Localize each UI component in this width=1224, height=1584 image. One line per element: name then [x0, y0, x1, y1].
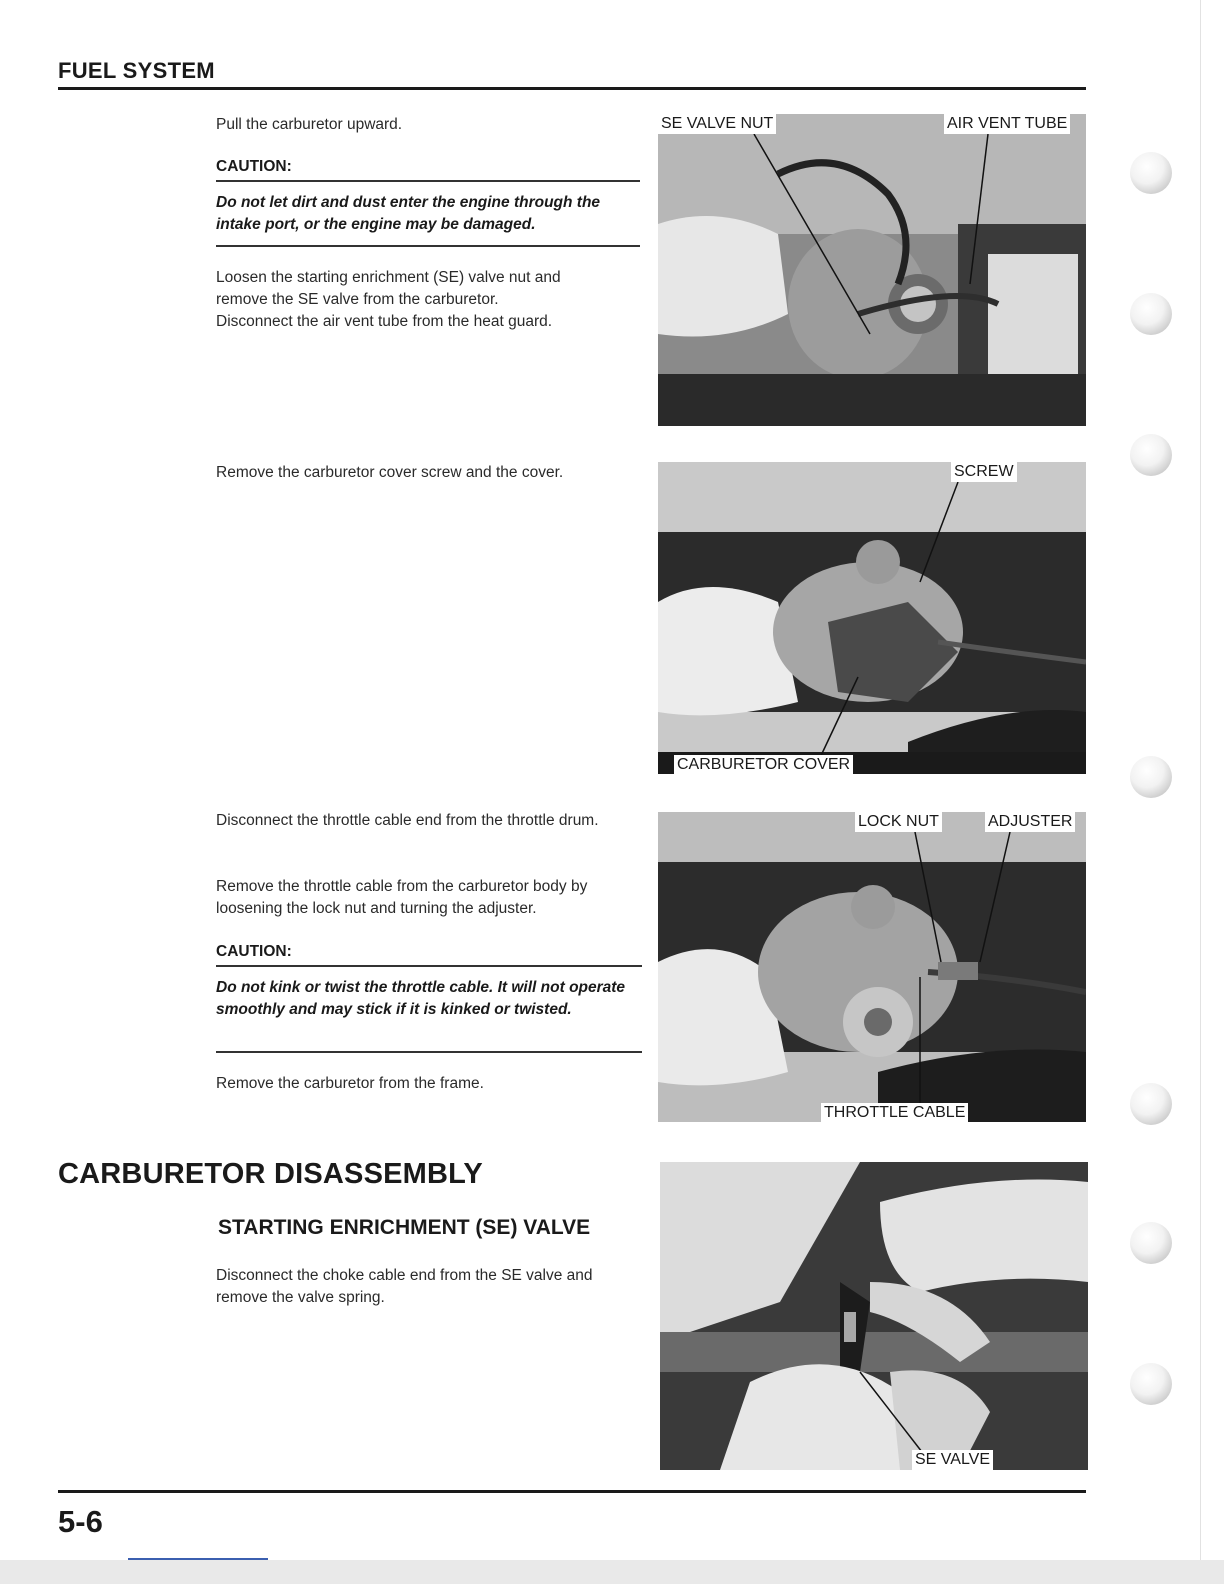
label-screw: SCREW	[951, 462, 1017, 482]
binder-hole-icon	[1130, 152, 1172, 194]
step2-text: Remove the carburetor cover screw and the cover.	[216, 464, 564, 481]
caution-rule-top-2	[216, 965, 642, 967]
sub-heading: STARTING ENRICHMENT (SE) VALVE	[218, 1216, 591, 1239]
step3-text-2: Remove the throttle cable from the carburetor body by loosening the lock nut and turning the adjuster.	[216, 878, 588, 917]
header-rule	[58, 87, 1086, 90]
step1-text: Pull the carburetor upward.	[216, 116, 403, 133]
binder-hole-icon	[1130, 434, 1172, 476]
page-number: 5-6	[58, 1504, 103, 1539]
section-text: Disconnect the choke cable end from the SE valve and remove the valve spring.	[216, 1267, 593, 1306]
binder-hole-icon	[1130, 756, 1172, 798]
scan-blue-mark	[128, 1558, 268, 1560]
step3-text-3: Remove the carburetor from the frame.	[216, 1075, 484, 1092]
binder-hole-icon	[1130, 1222, 1172, 1264]
binder-hole-icon	[1130, 1363, 1172, 1405]
photo-carburetor-removal	[658, 114, 1086, 426]
label-se-valve-nut: SE VALVE NUT	[658, 114, 776, 134]
label-air-vent-tube: AIR VENT TUBE	[944, 114, 1070, 134]
label-throttle-cable: THROTTLE CABLE	[821, 1103, 968, 1123]
caution-rule-top-1	[216, 180, 640, 182]
step3-text-1: Disconnect the throttle cable end from the throttle drum.	[216, 812, 599, 829]
label-carburetor-cover: CARBURETOR COVER	[674, 755, 853, 775]
caution-rule-bottom-1	[216, 245, 640, 247]
caution-text-2: Do not kink or twist the throttle cable. It will not operate smoothly and may stick if it is kinked or twisted.	[216, 979, 626, 1018]
scan-bottom-strip	[0, 1560, 1224, 1584]
caution-rule-bottom-2	[216, 1051, 642, 1053]
photo-se-valve	[660, 1162, 1088, 1470]
caution-label-2: CAUTION:	[216, 943, 292, 960]
footer-rule	[58, 1490, 1086, 1493]
binder-hole-icon	[1130, 1083, 1172, 1125]
step1-instructions	[216, 267, 656, 333]
label-se-valve: SE VALVE	[912, 1450, 993, 1470]
step1-line-3: Disconnect the air vent tube from the heat guard.	[216, 313, 553, 330]
caution-label-1: CAUTION:	[216, 158, 292, 175]
step1-line-1: Loosen the starting enrichment (SE) valve nut and	[216, 269, 561, 286]
caution-text-1: Do not let dirt and dust enter the engine through the intake port, or the engine may be damaged.	[216, 194, 601, 233]
section-header-title: FUEL SYSTEM	[58, 58, 215, 83]
label-lock-nut: LOCK NUT	[855, 812, 942, 832]
photo-carburetor-cover	[658, 462, 1086, 774]
step1-line-2: remove the SE valve from the carburetor.	[216, 291, 499, 308]
section-heading: CARBURETOR DISASSEMBLY	[58, 1158, 483, 1190]
scan-edge-line	[1200, 0, 1201, 1584]
binder-hole-icon	[1130, 293, 1172, 335]
label-adjuster: ADJUSTER	[985, 812, 1075, 832]
photo-throttle-cable	[658, 812, 1086, 1122]
